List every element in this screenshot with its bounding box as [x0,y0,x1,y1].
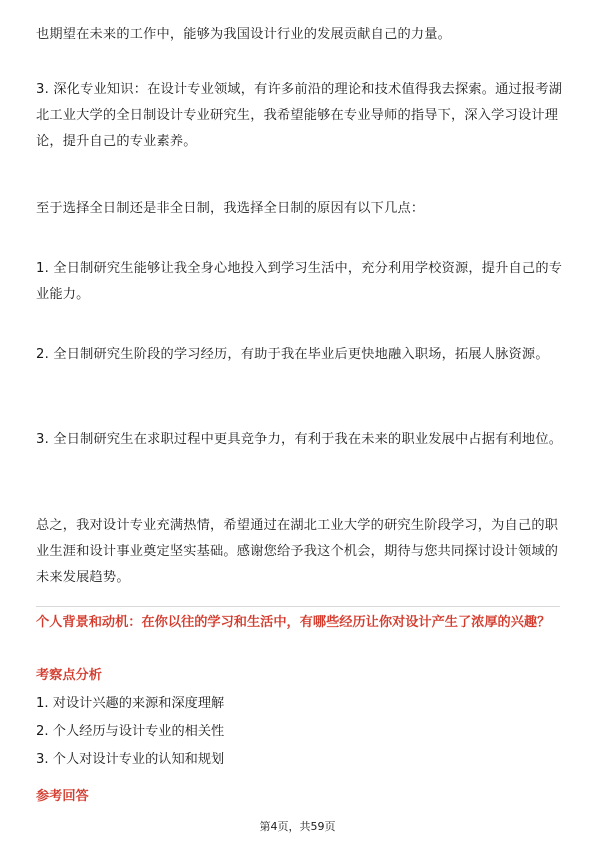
page-number-footer: 第4页，共59页 [259,820,336,833]
paragraph-deepen-knowledge: 3. 深化专业知识：在设计专业领域，有许多前沿的理论和技术值得我去探索。通过报考湖北工业大学的全日制设计专业研究生，我希望能够在专业导师的指导下，深入学习设计理论，提升自己的专业素养。 [36,82,563,149]
paragraph-fulltime-intro: 至于选择全日制还是非全日制，我选择全日制的原因有以下几点： [36,201,425,216]
analysis-item: 3. 个人对设计专业的认知和规划 [36,752,225,767]
paragraph-conclusion: 总之，我对设计专业充满热情，希望通过在湖北工业大学的研究生阶段学习，为自己的职业生涯和设计事业奠定坚实基础。感谢您给予我这个机会，期待与您共同探讨设计领域的未来发展趋势。 [36,518,559,585]
paragraph-closing-wish: 也期望在未来的工作中，能够为我国设计行业的发展贡献自己的力量。 [36,27,452,42]
paragraph-reason-3: 3. 全日制研究生在求职过程中更具竞争力，有利于我在未来的职业发展中占据有利地位。 [36,432,563,447]
paragraph-reason-2: 2. 全日制研究生阶段的学习经历，有助于我在毕业后更快地融入职场，拓展人脉资源。 [36,347,549,362]
analysis-item: 2. 个人经历与设计专业的相关性 [36,724,225,739]
analysis-item: 1. 对设计兴趣的来源和深度理解 [36,696,225,711]
reference-answer-heading: 参考回答 [36,789,89,804]
section-divider [36,606,560,607]
paragraph-reason-1: 1. 全日制研究生能够让我全身心地投入到学习生活中，充分利用学校资源，提升自己的专业能力。 [36,261,563,302]
analysis-heading: 考察点分析 [36,668,102,683]
interview-question: 个人背景和动机：在你以往的学习和生活中，有哪些经历让你对设计产生了浓厚的兴趣？ [36,615,551,630]
